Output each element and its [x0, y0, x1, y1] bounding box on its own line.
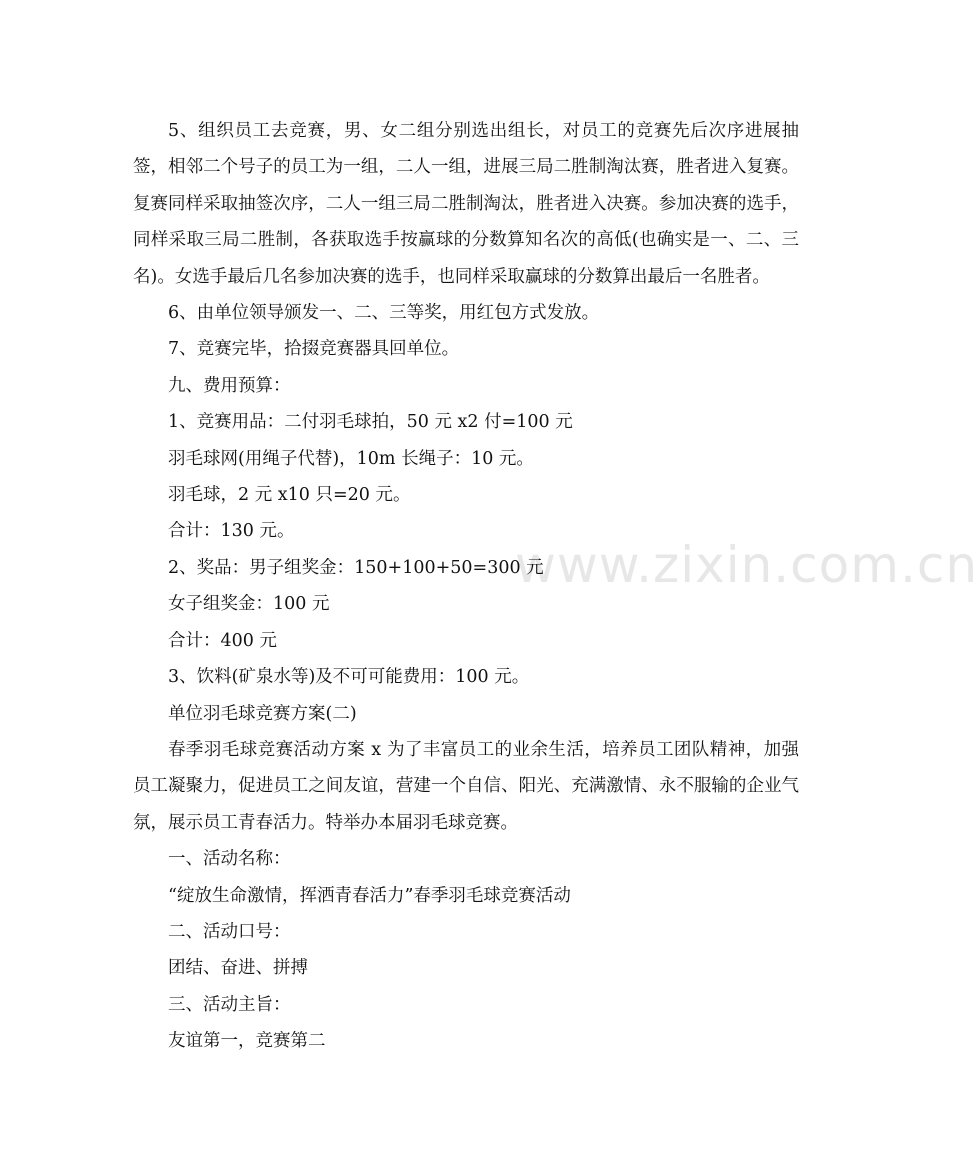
text-line: 女子组奖金：100 元	[168, 594, 330, 615]
section-heading-activity-name: 一、活动名称：	[168, 849, 291, 870]
section-heading-budget: 九、费用预算：	[168, 375, 291, 396]
document-body	[133, 113, 799, 1060]
text-line: 6、由单位领导颁发一、二、三等奖，用红包方式发放。	[168, 303, 600, 324]
text-line: 1、竞赛用品：二付羽毛球拍，50 元 x2 付=100 元	[168, 412, 573, 433]
section-title-plan-two: 单位羽毛球竞赛方案(二)	[168, 703, 357, 724]
section-heading-slogan: 二、活动口号：	[168, 921, 291, 942]
section-heading-purpose: 三、活动主旨：	[168, 994, 291, 1015]
text-line: 7、竞赛完毕，拾掇竞赛器具回单位。	[168, 339, 460, 360]
text-line: 友谊第一，竞赛第二	[168, 1031, 326, 1052]
text-line: 羽毛球，2 元 x10 只=20 元。	[168, 485, 411, 506]
text-line: 团结、奋进、拼搏	[168, 958, 308, 979]
watermark: www.zixin.com.cn	[515, 536, 978, 594]
paragraph-spring-plan: 春季羽毛球竞赛活动方案 x 为了丰富员工的业余生活，培养员工团队精神，加强员工凝聚力，促进员工之间友谊，营建一个自信、阳光、充满激情、永不服输的企业气氛，展示员工青春活力。特举办本届羽毛球竞赛。	[133, 739, 799, 833]
paragraph-competition-rules: 5、组织员工去竞赛，男、女二组分别选出组长，对员工的竞赛先后次序进展抽签，相邻二个号子的员工为一组，二人一组，进展三局二胜制淘汰赛，胜者进入复赛。复赛同样采取抽签次序，二人一组三局二胜制淘汰，胜者进入决赛。参加决赛的选手，同样采取三局二胜制，各获取选手按赢球的分数算知名次的高低(也确实是一、二、三名)。女选手最后几名参加决赛的选手，也同样采取赢球的分数算出最后一名胜者。	[133, 121, 799, 287]
text-line: 合计：400 元	[168, 630, 277, 651]
text-line: “绽放生命激情，挥洒青春活力”春季羽毛球竞赛活动	[168, 885, 571, 906]
text-line: 2、奖品：男子组奖金：150+100+50=300 元	[168, 557, 544, 578]
text-line: 羽毛球网(用绳子代替)，10m 长绳子：10 元。	[168, 448, 534, 469]
text-line: 3、饮料(矿泉水等)及不可可能费用：100 元。	[168, 667, 530, 688]
text-line: 合计：130 元。	[168, 521, 295, 542]
